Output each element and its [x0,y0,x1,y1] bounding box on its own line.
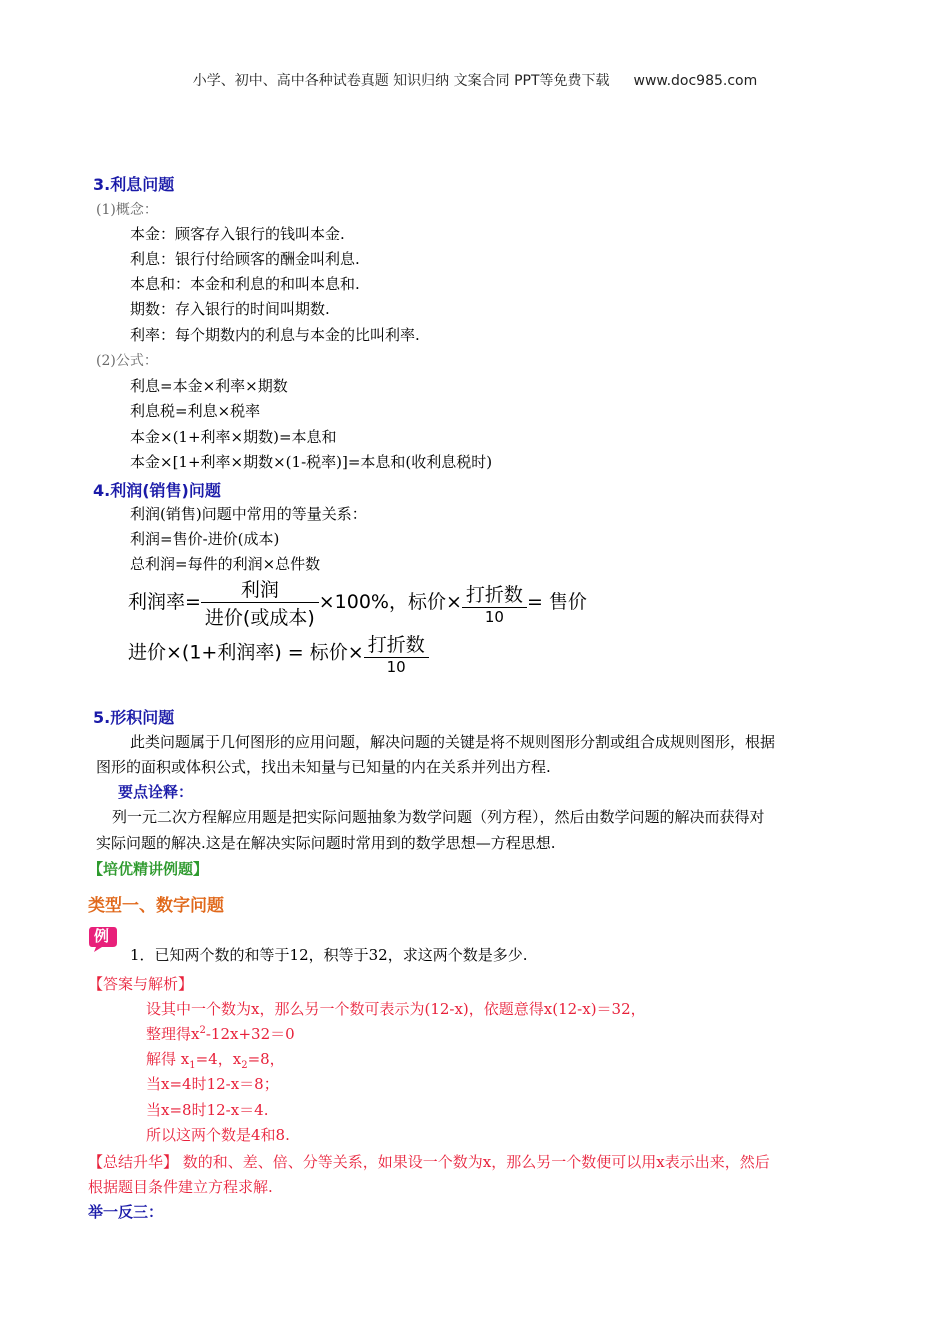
formula2-numerator: 打折数 [364,630,429,658]
formula-tax: 利息税=利息×税率 [130,402,261,420]
summary-line-2: 根据题目条件建立方程求解. [88,1178,273,1196]
formula-total-tax: 本金×[1+利率×期数×(1-税率)]=本息和(收利息税时) [130,453,493,471]
profit-line-1: 利润(销售)问题中常用的等量关系： [130,505,367,523]
section-title-interest: 3.利息问题 [93,175,175,194]
formula1-numerator: 利润 [201,575,319,603]
concept-period: 期数：存入银行的时间叫期数. [130,300,330,318]
answer-line-3 [146,1048,285,1071]
answer-line-6: 所以这两个数是4和8. [146,1126,290,1144]
section-title-profit: 4.利润(销售)问题 [93,481,221,500]
formula-interest: 利息=本金×利率×期数 [130,377,288,395]
header-site: www.doc985.com [633,73,758,89]
formula1-rhs: = 售价 [526,591,587,613]
answer-line-3-post: =8， [247,1050,285,1068]
answer-title: 【答案与解析】 [88,975,194,993]
key-points-title: 要点诠释： [118,783,194,801]
key-points-line-1: 列一元二次方程解应用题是把实际问题抽象为数学问题（列方程），然后由数学问题的解决而获得对 [112,808,765,826]
summary-line-1 [88,1151,770,1172]
formula-total: 本金×(1+利率×期数)=本息和 [130,428,337,446]
formula1-mid: ×100%，标价× [318,591,462,613]
profit-line-2: 利润=售价-进价(成本) [130,530,280,548]
concept-rate: 利率：每个期数内的利息与本金的比叫利率. [130,326,420,344]
answer-line-2 [146,1023,295,1044]
concept-principal: 本金：顾客存入银行的钱叫本金. [130,225,345,243]
formula1-numerator-2: 打折数 [462,580,527,608]
examples-title: 【培优精讲例题】 [88,860,209,878]
summary-text-1: 数的和、差、倍、分等关系，如果设一个数为x，那么另一个数便可以用x表示出来，然后 [182,1153,770,1171]
example-badge [88,925,118,949]
answer-line-3-sub1: 1 [189,1060,196,1071]
type-one-title: 类型一、数字问题 [88,896,224,916]
answer-line-2-post: -12x+32＝0 [205,1025,295,1043]
formula1-fraction-2 [462,580,527,626]
concept-interest: 利息：银行付给顾客的酬金叫利息. [130,250,360,268]
answer-line-2-pre: 整理得x [146,1025,200,1043]
concept-total: 本息和：本金和利息的和叫本息和. [130,275,360,293]
formula1-denominator-2: 10 [484,607,504,626]
summary-title: 【总结升华】 [88,1153,179,1171]
answer-line-3-sub2: 2 [241,1060,248,1071]
formula1-fraction [201,575,319,630]
formula2-denominator: 10 [386,658,406,676]
example-badge-label: 例 [94,927,110,945]
section-title-shape: 5.形积问题 [93,708,175,727]
question-1: 1．已知两个数的和等于12，积等于32，求这两个数是多少. [130,946,528,964]
formula-cost [128,630,429,676]
subheading-formula: (2)公式： [96,353,158,369]
key-points-line-2: 实际问题的解决.这是在解决实际问题时常用到的数学思想—方程思想. [96,834,556,852]
page-header [0,70,950,90]
formula2-lhs: 进价×(1+利润率) = 标价× [128,641,364,664]
shape-paragraph-1: 此类问题属于几何图形的应用问题，解决问题的关键是将不规则图形分割或组合成规则图形，根据 [130,733,776,751]
profit-line-3: 总利润=每件的利润×总件数 [130,555,321,573]
formula2-fraction [364,630,429,676]
shape-paragraph-2: 图形的面积或体积公式，找出未知量与已知量的内在关系并列出方程. [96,758,551,776]
answer-line-3-pre: 解得 x [146,1050,190,1068]
practice-title: 举一反三： [88,1203,164,1221]
answer-line-3-mid: =4，x [195,1050,242,1068]
subheading-concept: (1)概念： [96,202,158,218]
formula1-lhs: 利润率= [128,591,201,613]
formula-profit-rate [128,575,587,630]
header-text: 小学、初中、高中各种试卷真题 知识归纳 文案合同 PPT等免费下载 [192,73,610,89]
answer-line-5: 当x=8时12-x＝4. [146,1101,269,1119]
answer-line-1: 设其中一个数为x，那么另一个数可表示为(12-x)，依题意得x(12-x)＝32， [146,1000,646,1018]
formula1-denominator: 进价(或成本) [204,607,315,629]
answer-line-2-sup: 2 [199,1025,206,1036]
answer-line-4: 当x=4时12-x＝8； [146,1075,279,1093]
